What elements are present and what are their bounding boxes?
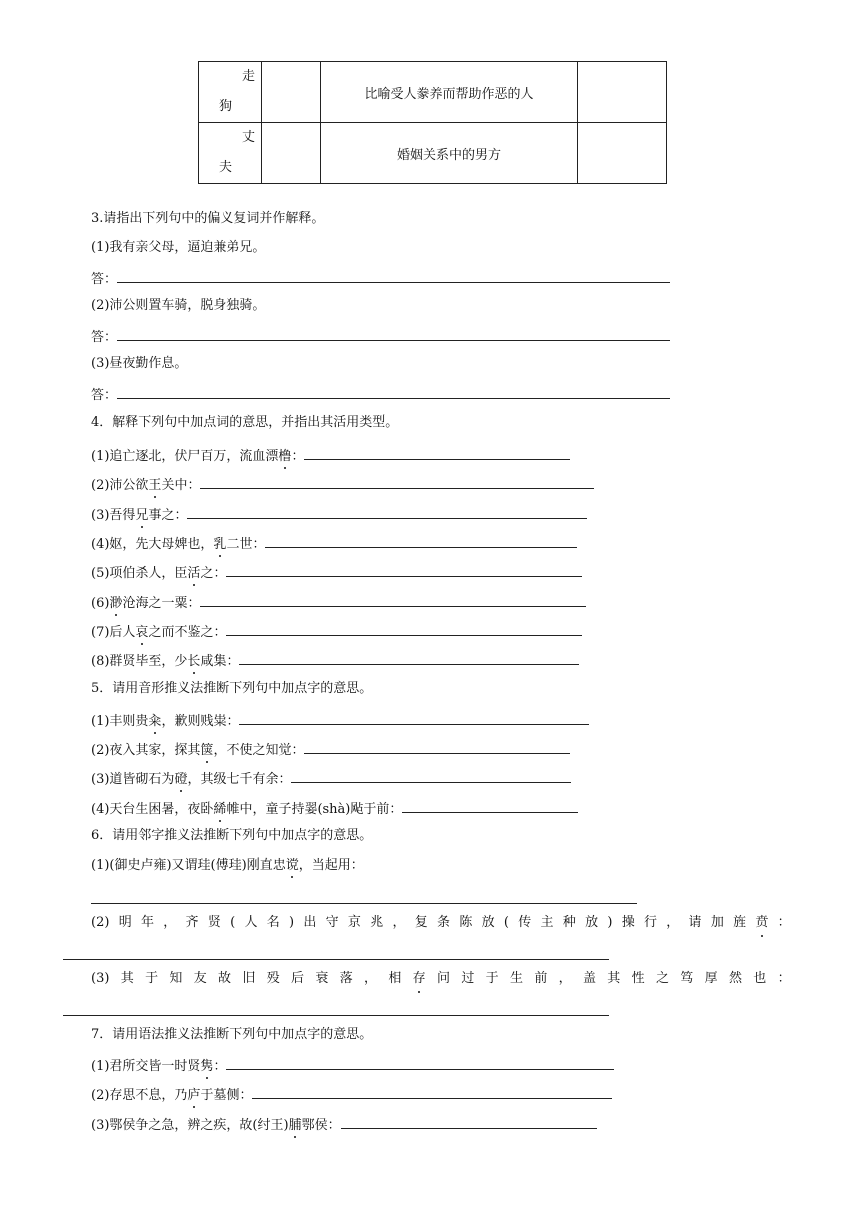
empty-cell	[262, 62, 321, 123]
sentence-text: (5)项伯杀人，臣	[91, 566, 188, 581]
sentence-text: (4)天台生困暑，夜卧	[91, 802, 214, 817]
answer-blank[interactable]	[341, 1114, 597, 1129]
spread-char: ：	[777, 915, 791, 930]
q4-item	[91, 621, 582, 642]
term-cell	[199, 123, 262, 184]
spread-char: 放	[481, 915, 495, 930]
spread-char: 于	[145, 971, 159, 986]
spread-char: 性	[631, 971, 645, 986]
dotted-word: 隽	[200, 1059, 214, 1074]
spread-char: 行	[643, 915, 657, 930]
q5-item	[91, 768, 571, 789]
spread-char: 兆	[370, 915, 384, 930]
spread-char: 守	[325, 915, 339, 930]
spread-char: 贤	[207, 915, 221, 930]
empty-cell	[262, 123, 321, 184]
spread-char: 之	[655, 971, 669, 986]
answer-blank[interactable]	[117, 384, 670, 399]
empty-cell	[578, 123, 667, 184]
spread-char: 也	[753, 971, 767, 986]
sentence-text: 沧海之一粟：	[122, 596, 201, 611]
q3-item-2: (2)沛公则置车骑，脱身独骑。	[91, 298, 266, 313]
sentence-text: 关中：	[161, 478, 201, 493]
spread-char: 出	[303, 915, 317, 930]
spread-char: 过	[461, 971, 475, 986]
sentence-text: (7)后人	[91, 625, 136, 640]
spread-char: (	[230, 915, 236, 930]
sentence-text: (2)沛公欲	[91, 478, 149, 493]
answer-blank[interactable]	[291, 768, 571, 783]
spread-char: 生	[509, 971, 523, 986]
word-table	[198, 61, 667, 184]
dotted-word: 脯	[288, 1118, 302, 1133]
sentence-text: (1)丰则贵	[91, 714, 149, 729]
spread-char: (2)	[91, 915, 110, 930]
answer-label: 答：	[91, 272, 118, 287]
spread-char: 加	[710, 915, 724, 930]
q4-item	[91, 445, 570, 466]
spread-char: 知	[169, 971, 183, 986]
q5-title: 5．请用音形推义法推断下列句中加点字的意思。	[91, 681, 373, 696]
sentence-text: (4)妪，先大母婢也，	[91, 537, 214, 552]
sentence-text: (6)	[91, 596, 110, 611]
answer-blank[interactable]	[226, 621, 582, 636]
term-char: 走	[241, 69, 255, 84]
q4-item	[91, 504, 587, 525]
q4-item	[91, 650, 579, 671]
sentence-text: ，其级七千有余：	[187, 772, 292, 787]
spread-char: 厚	[704, 971, 718, 986]
spread-char: 相	[388, 971, 402, 986]
answer-blank[interactable]	[91, 903, 637, 904]
answer-blank[interactable]	[226, 1055, 614, 1070]
dotted-word: 活	[187, 566, 201, 581]
sentence-text: 于墓侧：	[200, 1088, 253, 1103]
q4-title: 4．解释下列句中加点词的意思，并指出其活用类型。	[91, 415, 399, 430]
answer-line	[91, 326, 670, 347]
q5-item	[91, 798, 578, 819]
q5-item	[91, 710, 589, 731]
dotted-word: 庐	[187, 1088, 201, 1103]
sentence-text: (1)追亡逐北，伏尸百万，流血漂	[91, 449, 279, 464]
q5-item	[91, 739, 570, 760]
spread-char: 落	[339, 971, 353, 986]
sentence-text: 之：	[200, 566, 227, 581]
sentence-text: (2)存思不息，乃	[91, 1088, 188, 1103]
term-char: 狗	[219, 99, 233, 114]
dotted-word: 谠	[285, 858, 299, 873]
table-row	[199, 123, 667, 184]
answer-line	[91, 384, 670, 405]
spread-char: 友	[193, 971, 207, 986]
spread-char: 放	[585, 915, 599, 930]
term-cell	[199, 62, 262, 123]
answer-blank[interactable]	[200, 474, 594, 489]
spread-char: 条	[437, 915, 451, 930]
dotted-word: 渺	[109, 596, 123, 611]
dotted-word: 长	[187, 654, 201, 669]
spread-char: 旧	[242, 971, 256, 986]
spread-char: ，	[163, 915, 177, 930]
spread-char: 前	[534, 971, 548, 986]
q7-item	[91, 1114, 597, 1135]
answer-blank[interactable]	[402, 798, 578, 813]
spread-char: 明	[118, 915, 132, 930]
spread-char: 主	[540, 915, 554, 930]
spread-char: ，	[666, 915, 680, 930]
q4-item	[91, 533, 577, 554]
answer-blank[interactable]	[265, 533, 577, 548]
sentence-text: ，歉则贱粜：	[161, 714, 240, 729]
spread-char: 种	[562, 915, 576, 930]
sentence-text: 二世：	[226, 537, 266, 552]
answer-line	[91, 268, 670, 289]
dotted-word: 絺	[213, 802, 227, 817]
spread-char: (	[503, 915, 509, 930]
spread-char: 笃	[680, 971, 694, 986]
q6-item-2	[91, 914, 791, 932]
sentence-text: 帷中，童子持翣(shà)飐于前：	[226, 802, 403, 817]
sentence-text: ，不使之知觉：	[213, 743, 305, 758]
spread-char: 请	[688, 915, 702, 930]
dotted-word: 磴	[174, 772, 188, 787]
spread-char: 衰	[315, 971, 329, 986]
spread-char: 年	[140, 915, 154, 930]
spread-char: 盖	[582, 971, 596, 986]
sentence-text: 鄂侯：	[301, 1118, 341, 1133]
answer-blank[interactable]	[304, 739, 570, 754]
answer-blank[interactable]	[239, 650, 579, 665]
q3-item-3: (3)昼夜勤作息。	[91, 356, 188, 371]
empty-cell	[578, 62, 667, 123]
spread-char: 然	[728, 971, 742, 986]
spread-char: )	[289, 915, 295, 930]
sentence-text: ：	[291, 449, 305, 464]
spread-char: ，	[558, 971, 572, 986]
spread-char: 殁	[266, 971, 280, 986]
q7-title: 7．请用语法推义法推断下列句中加点字的意思。	[91, 1027, 373, 1042]
answer-blank[interactable]	[304, 445, 570, 460]
sentence-text: (1)(御史卢雍)又谓珪(傅珪)刚直忠	[91, 858, 286, 873]
spread-char: ，	[364, 971, 378, 986]
answer-label: 答：	[91, 388, 118, 403]
sentence-text: ：	[213, 1059, 227, 1074]
answer-blank[interactable]	[187, 504, 587, 519]
spread-char: 于	[485, 971, 499, 986]
sentence-text: (8)群贤毕至，少	[91, 654, 188, 669]
answer-blank[interactable]	[226, 562, 582, 577]
answer-blank[interactable]	[239, 710, 589, 725]
answer-blank[interactable]	[63, 959, 609, 960]
dotted-word: 王	[148, 478, 162, 493]
spread-char: 传	[518, 915, 532, 930]
spread-char: 京	[347, 915, 361, 930]
spread-char: 操	[621, 915, 635, 930]
q6-title: 6．请用邻字推义法推断下列句中加点字的意思。	[91, 828, 373, 843]
answer-blank[interactable]	[200, 592, 586, 607]
table-row	[199, 62, 667, 123]
answer-blank[interactable]	[117, 268, 670, 283]
q3-item-1: (1)我有亲父母，逼迫兼弟兄。	[91, 240, 266, 255]
answer-blank[interactable]	[63, 1015, 609, 1016]
sentence-text: 咸集：	[200, 654, 240, 669]
spread-char: 贲	[755, 915, 769, 930]
spread-char: 复	[414, 915, 428, 930]
q6-item-3	[91, 970, 791, 988]
spread-char: 故	[218, 971, 232, 986]
meaning-cell: 比喻受人豢养而帮助作恶的人	[321, 62, 578, 123]
q4-item	[91, 474, 594, 495]
sentence-text: (3)道皆砌石为	[91, 772, 175, 787]
spread-char: )	[607, 915, 613, 930]
spread-char: ，	[392, 915, 406, 930]
answer-blank[interactable]	[252, 1084, 612, 1099]
term-char: 夫	[219, 160, 233, 175]
spread-char: 齐	[185, 915, 199, 930]
spread-char: 其	[120, 971, 134, 986]
dotted-word: 兄	[135, 508, 149, 523]
sentence-text: (1)君所交皆一时贤	[91, 1059, 201, 1074]
meaning-cell: 婚姻关系中的男方	[321, 123, 578, 184]
q4-item	[91, 562, 582, 583]
sentence-text: 事之：	[148, 508, 188, 523]
dotted-word: 哀	[135, 625, 149, 640]
term-char: 丈	[241, 130, 255, 145]
q7-item	[91, 1055, 614, 1076]
spread-char: 其	[607, 971, 621, 986]
spread-char: 名	[266, 915, 280, 930]
q6-item-1	[91, 857, 364, 875]
answer-label: 答：	[91, 330, 118, 345]
spread-char: 旌	[733, 915, 747, 930]
q7-item	[91, 1084, 612, 1105]
spread-char: 问	[437, 971, 451, 986]
spread-char: 陈	[459, 915, 473, 930]
dotted-word: 乳	[213, 537, 227, 552]
sentence-text: 之而不鉴之：	[148, 625, 227, 640]
dotted-word: 橹	[278, 449, 292, 464]
dotted-word: 箧	[200, 743, 214, 758]
dotted-word: 籴	[148, 714, 162, 729]
sentence-text: ，当起用：	[298, 858, 364, 873]
spread-char: ：	[777, 971, 791, 986]
q4-item	[91, 592, 586, 613]
sentence-text: (3)吾得	[91, 508, 136, 523]
answer-blank[interactable]	[117, 326, 670, 341]
spread-char: (3)	[91, 971, 110, 986]
sentence-text: (3)鄂侯争之急，辨之疾，故(纣王)	[91, 1118, 289, 1133]
spread-char: 存	[412, 971, 426, 986]
q3-title: 3.请指出下列句中的偏义复词并作解释。	[91, 211, 325, 226]
spread-char: 后	[291, 971, 305, 986]
sentence-text: (2)夜入其家，探其	[91, 743, 201, 758]
spread-char: 人	[244, 915, 258, 930]
